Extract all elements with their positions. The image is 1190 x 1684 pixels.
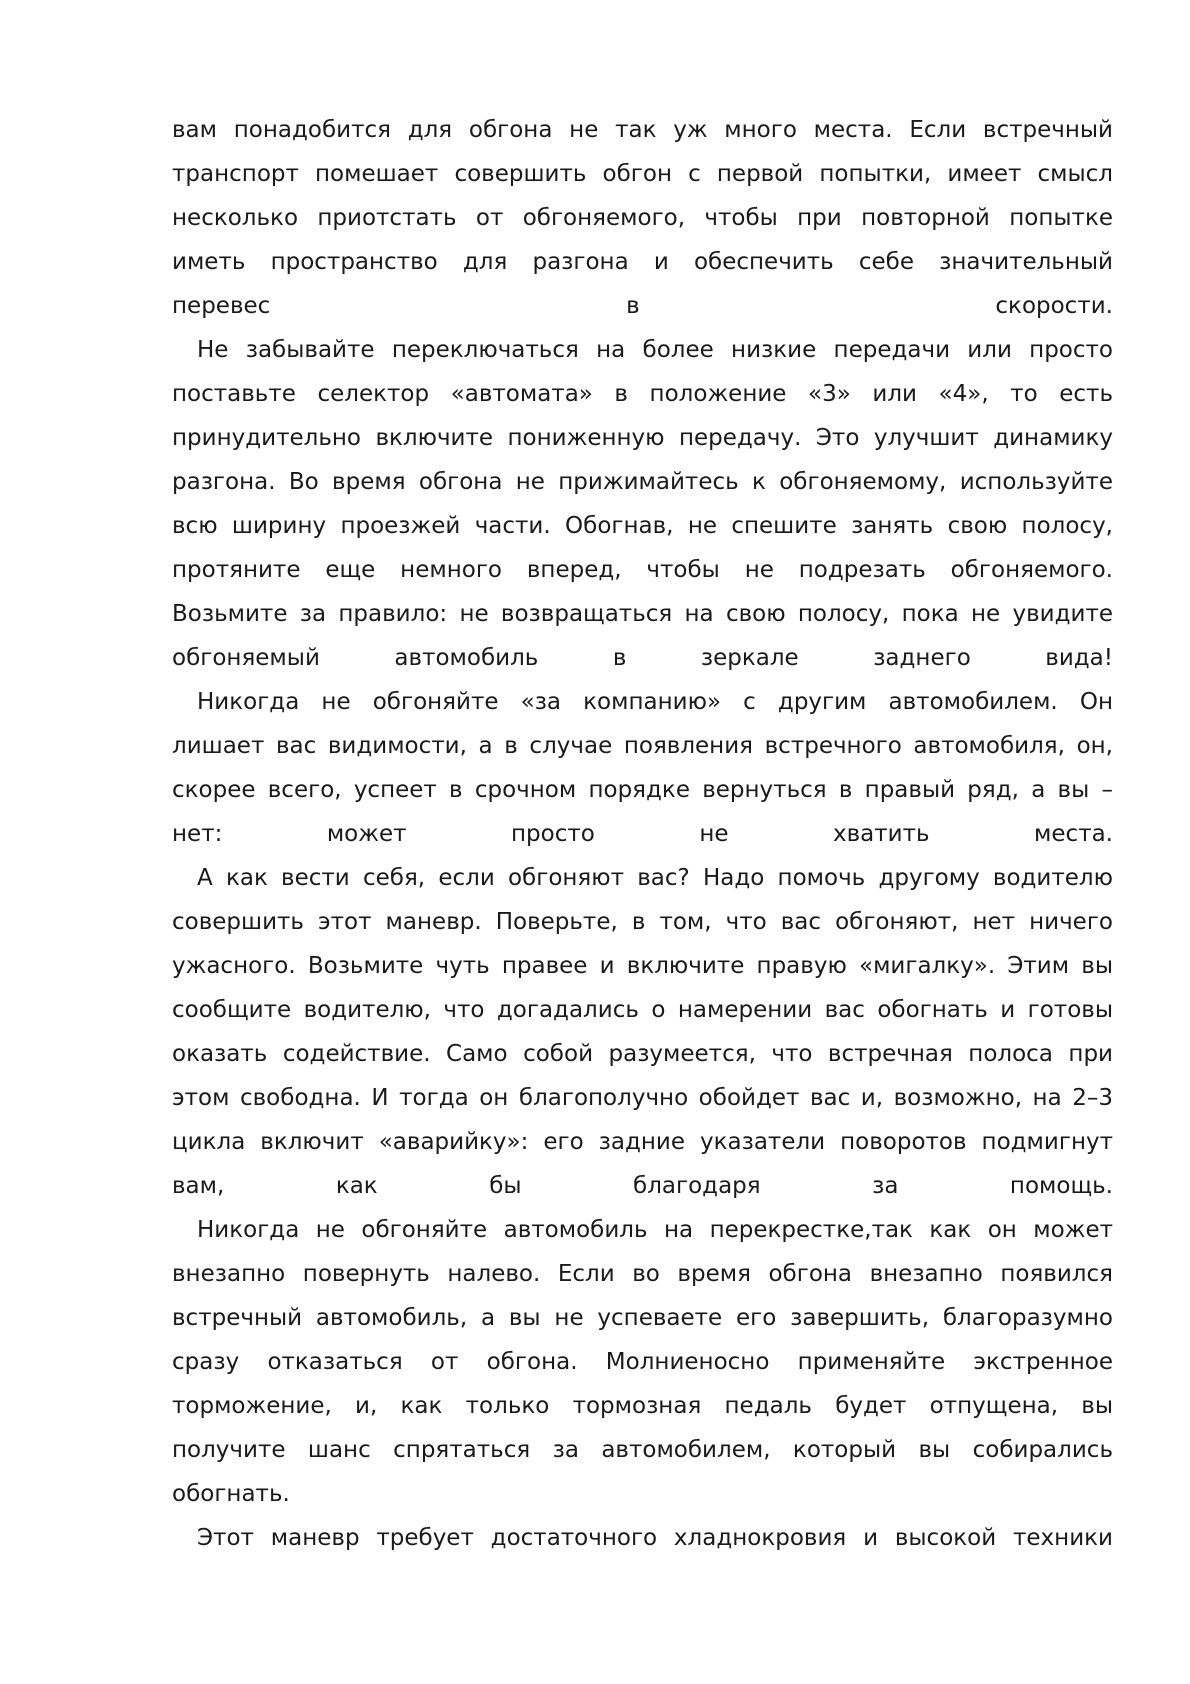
text-line: Возьмите за правило: не возвращаться на свою полосу, пока не увидите xyxy=(172,601,1113,627)
text-line: транспорт помешает совершить обгон с первой попытки, имеет смысл xyxy=(172,161,1113,187)
text-line: вам понадобится для обгона не так уж много места. Если встречный xyxy=(172,117,1113,143)
paragraph-start-line: А как вести себя, если обгоняют вас? Надо помочь другому водителю xyxy=(197,865,1113,891)
text-line: сообщите водителю, что догадались о намерении вас обогнать и готовы xyxy=(172,997,1113,1023)
text-line: скорее всего, успеет в срочном порядке вернуться в правый ряд, а вы – xyxy=(172,777,1113,803)
text-line: внезапно повернуть налево. Если во время обгона внезапно появился xyxy=(172,1261,1113,1287)
text-line: несколько приотстать от обгоняемого, чтобы при повторной попытке xyxy=(172,205,1113,231)
text-line: перевес в скорости. xyxy=(172,293,1113,319)
text-line: лишает вас видимости, а в случае появления встречного автомобиля, он, xyxy=(172,733,1113,759)
paragraph-end-line: обогнать. xyxy=(172,1481,290,1507)
text-line: встречный автомобиль, а вы не успеваете его завершить, благоразумно xyxy=(172,1305,1113,1331)
text-line: сразу отказаться от обгона. Молниеносно применяйте экстренное xyxy=(172,1349,1113,1375)
paragraph-start-line: Этот маневр требует достаточного хладнокровия и высокой техники xyxy=(197,1525,1113,1551)
text-line: вам, как бы благодаря за помощь. xyxy=(172,1173,1113,1199)
text-line: оказать содействие. Само собой разумеется, что встречная полоса при xyxy=(172,1041,1113,1067)
text-line: разгона. Во время обгона не прижимайтесь к обгоняемому, используйте xyxy=(172,469,1113,495)
text-line: ужасного. Возьмите чуть правее и включите правую «мигалку». Этим вы xyxy=(172,953,1113,979)
text-line: принудительно включите пониженную передачу. Это улучшит динамику xyxy=(172,425,1113,451)
paragraph-start-line: Никогда не обгоняйте «за компанию» с другим автомобилем. Он xyxy=(197,689,1113,715)
text-line: получите шанс спрятаться за автомобилем, который вы собирались xyxy=(172,1437,1113,1463)
text-line: торможение, и, как только тормозная педаль будет отпущена, вы xyxy=(172,1393,1113,1419)
text-line: нет: может просто не хватить места. xyxy=(172,821,1113,847)
text-line: поставьте селектор «автомата» в положение «3» или «4», то есть xyxy=(172,381,1113,407)
text-line: совершить этот маневр. Поверьте, в том, что вас обгоняют, нет ничего xyxy=(172,909,1113,935)
text-line: цикла включит «аварийку»: его задние указатели поворотов подмигнут xyxy=(172,1129,1113,1155)
text-line: всю ширину проезжей части. Обогнав, не спешите занять свою полосу, xyxy=(172,513,1113,539)
paragraph-start-line: Не забывайте переключаться на более низкие передачи или просто xyxy=(197,337,1113,363)
text-line: обгоняемый автомобиль в зеркале заднего вида! xyxy=(172,645,1113,671)
text-line: этом свободна. И тогда он благополучно обойдет вас и, возможно, на 2–3 xyxy=(172,1085,1113,1111)
paragraph-start-line: Никогда не обгоняйте автомобиль на перекрестке,так как он может xyxy=(197,1217,1113,1243)
text-line: иметь пространство для разгона и обеспечить себе значительный xyxy=(172,249,1113,275)
document-body xyxy=(172,108,1113,1560)
text-line: протяните еще немного вперед, чтобы не подрезать обгоняемого. xyxy=(172,557,1113,583)
